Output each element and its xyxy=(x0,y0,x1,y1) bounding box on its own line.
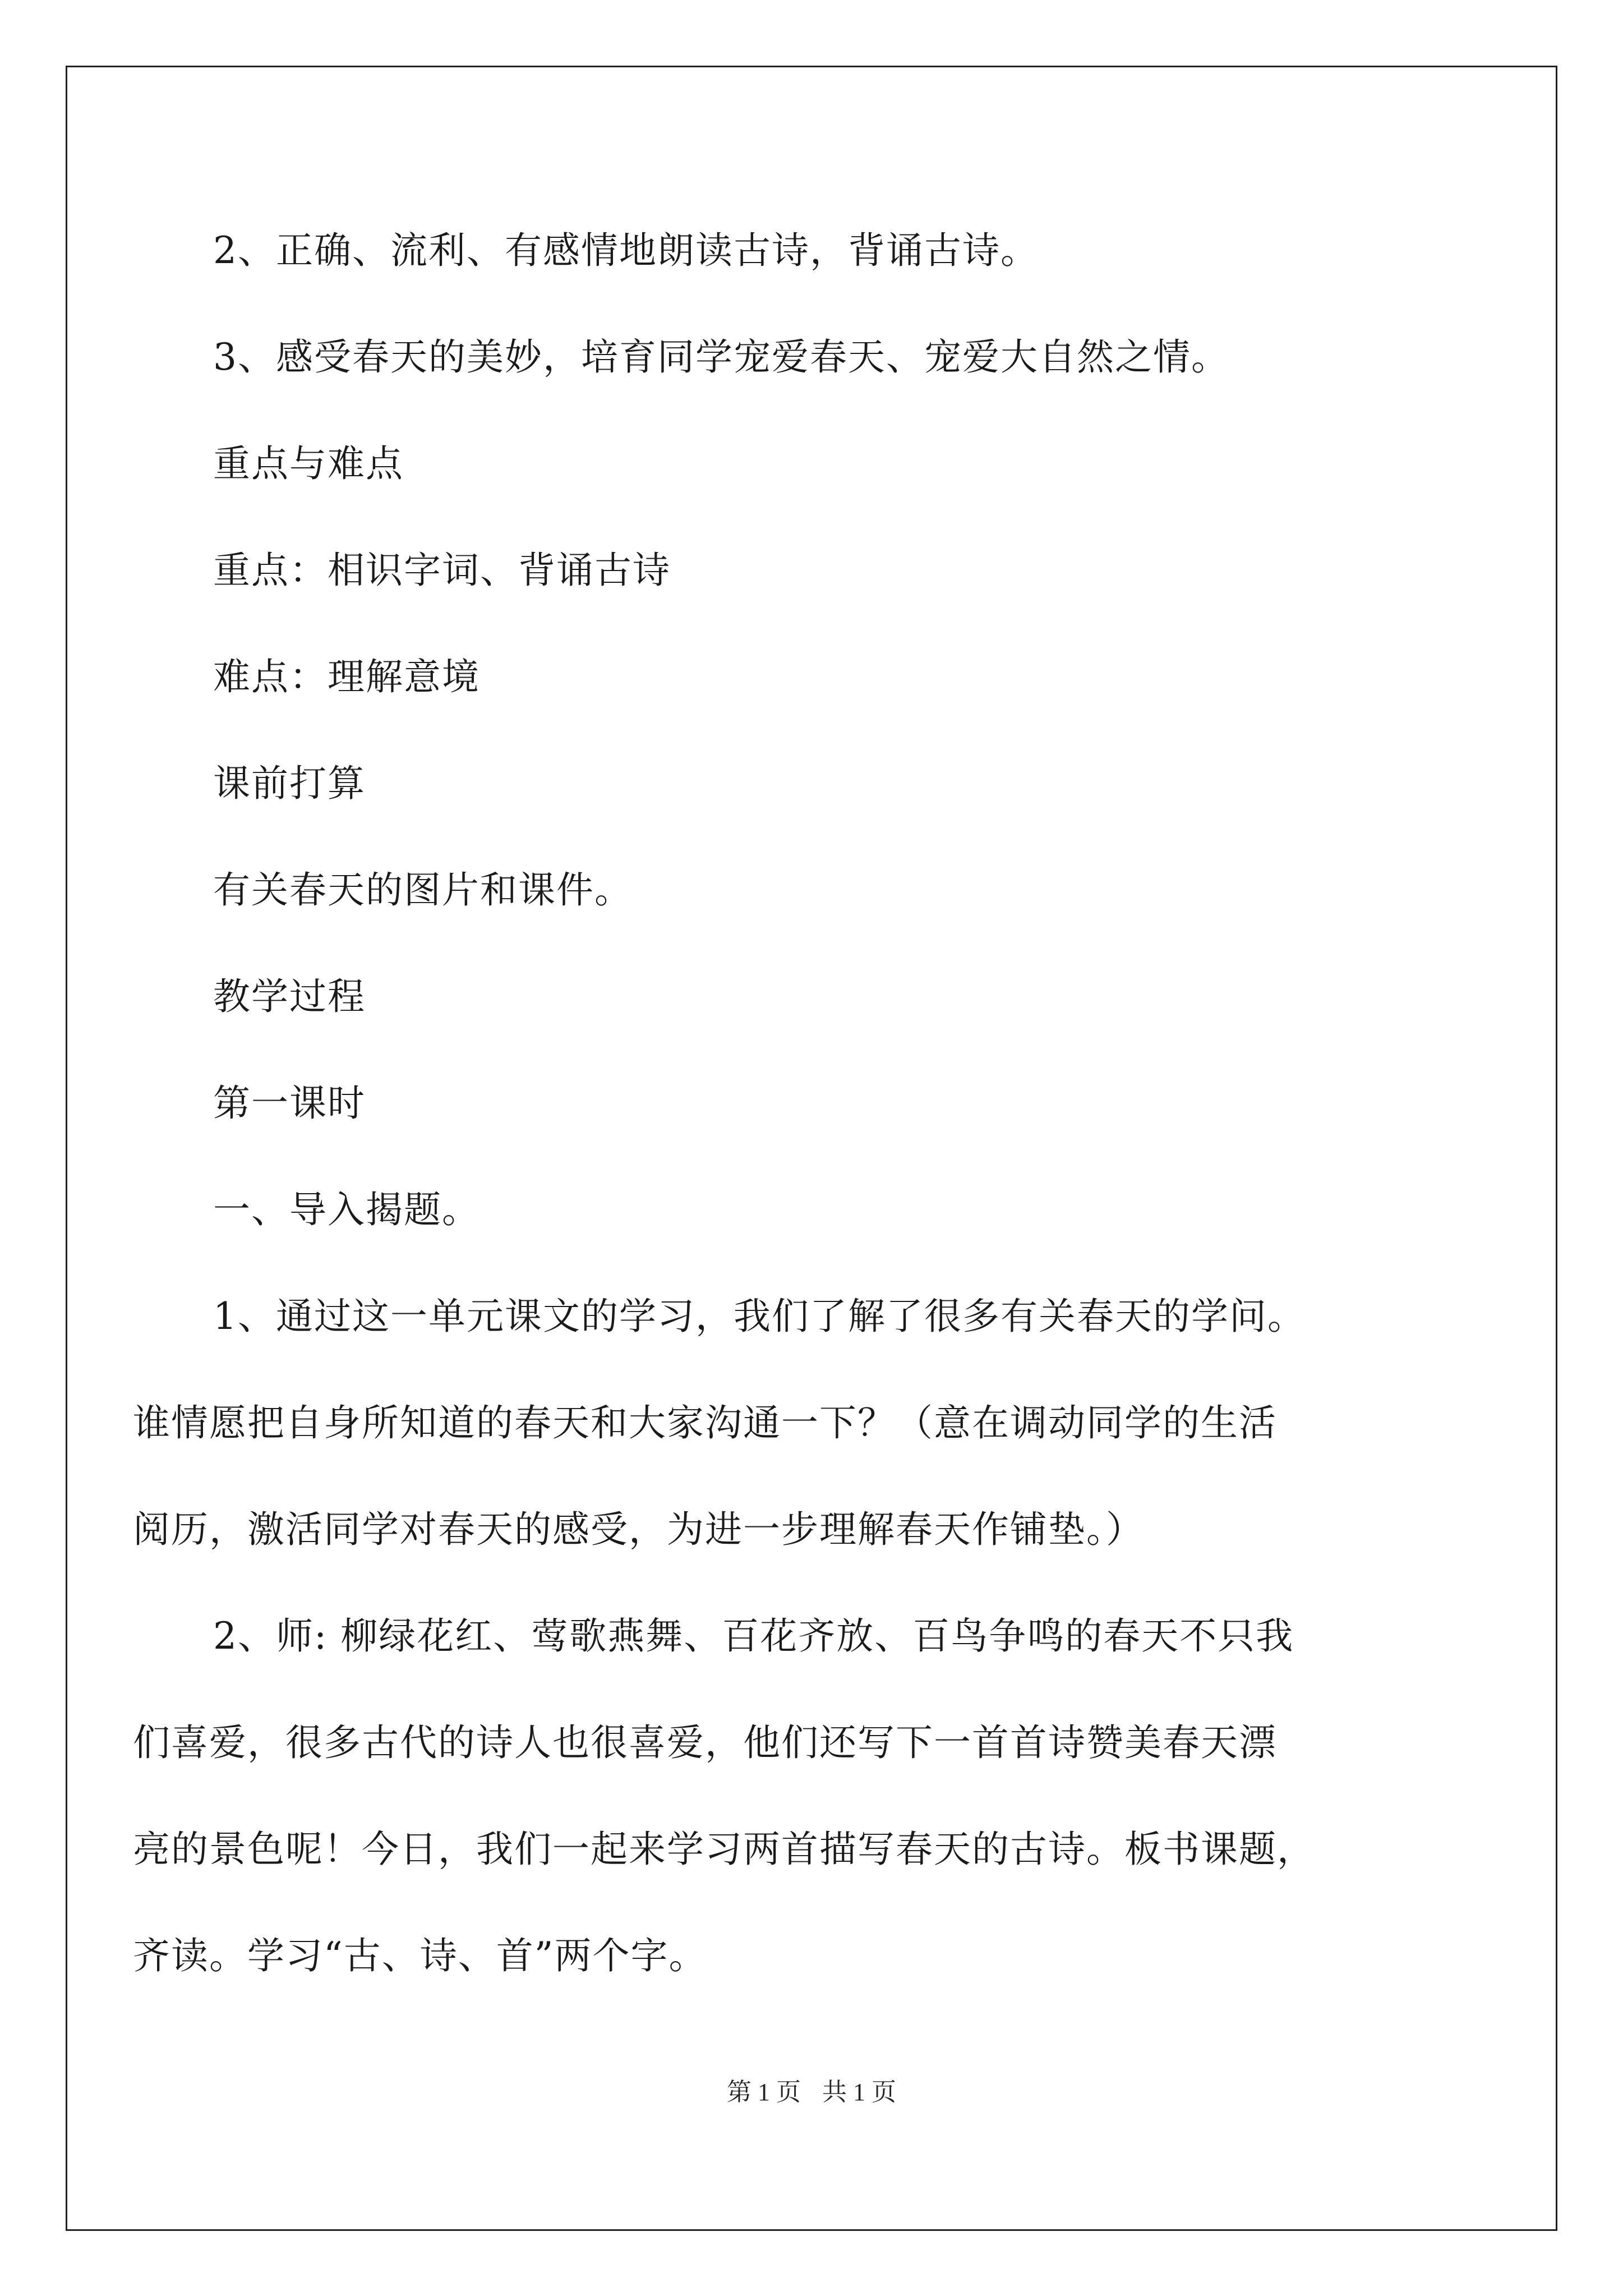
section-heading-key-points: 重点与难点 xyxy=(213,442,404,485)
key-point: 重点：相识字词、背诵古诗 xyxy=(213,549,671,592)
intro-paragraph-2-line-1: 2、师: 柳绿花红、莺歌燕舞、百花齐放、百鸟争鸣的春天不只我 xyxy=(213,1614,1294,1658)
section-heading-process: 教学过程 xyxy=(213,975,366,1018)
total-pages: 共 1 页 xyxy=(822,2078,896,2106)
difficult-point: 难点：理解意境 xyxy=(213,655,480,698)
intro-paragraph-2-line-4: 齐读。学习“古、诗、首”两个字。 xyxy=(133,1934,707,1977)
page-number: 第 1 页 xyxy=(727,2078,801,2106)
section-heading-preparation: 课前打算 xyxy=(213,762,366,805)
intro-paragraph-2-line-2: 们喜爱，很多古代的诗人也很喜爱，他们还写下一首首诗赞美春天漂 xyxy=(133,1721,1277,1764)
intro-paragraph-1-line-2: 谁情愿把自身所知道的春天和大家沟通一下？（意在调动同学的生活 xyxy=(133,1401,1277,1444)
page-footer xyxy=(0,2080,1623,2105)
objective-3: 3、感受春天的美妙，培育同学宠爱春天、宠爱大自然之情。 xyxy=(213,335,1229,379)
objective-2: 2、正确、流利、有感情地朗读古诗，背诵古诗。 xyxy=(213,229,1039,272)
intro-paragraph-1-line-3: 阅历，激活同学对春天的感受，为进一步理解春天作铺垫。） xyxy=(133,1508,1144,1551)
intro-paragraph-2-line-3: 亮的景色呢！今日，我们一起来学习两首描写春天的古诗。板书课题， xyxy=(133,1828,1315,1871)
lesson-heading: 第一课时 xyxy=(213,1082,366,1125)
intro-paragraph-1-line-1: 1、通过这一单元课文的学习，我们了解了很多有关春天的学问。 xyxy=(213,1295,1306,1338)
step-heading: 一、导入揭题。 xyxy=(213,1188,480,1231)
preparation-text: 有关春天的图片和课件。 xyxy=(213,868,633,912)
